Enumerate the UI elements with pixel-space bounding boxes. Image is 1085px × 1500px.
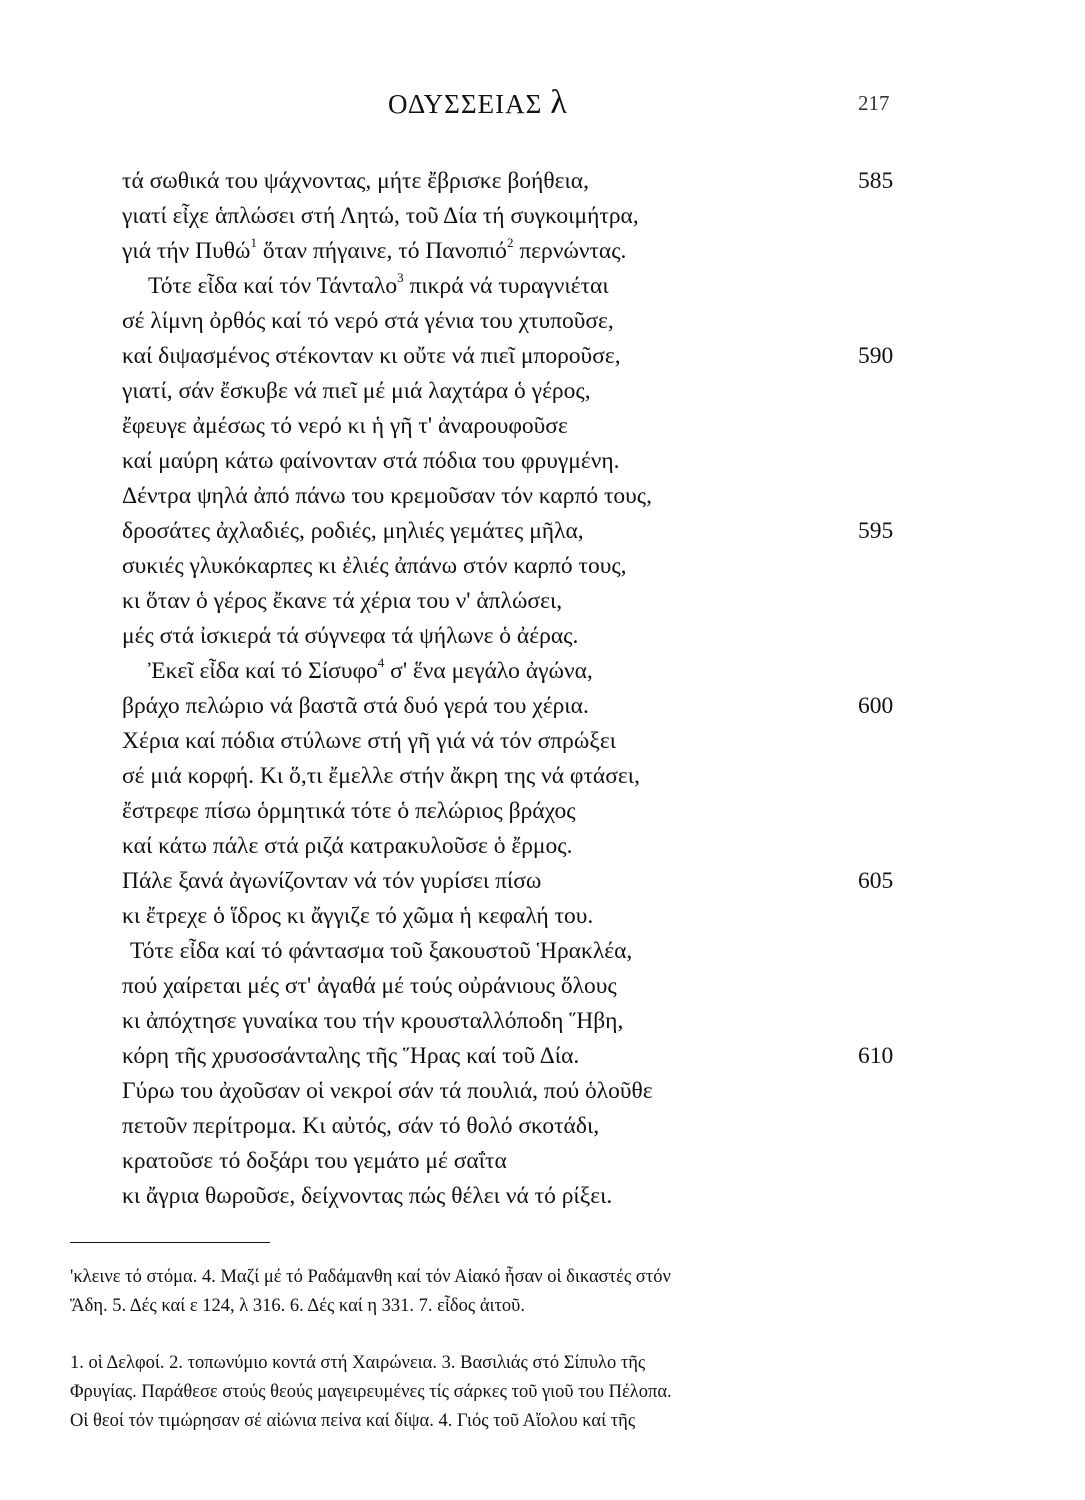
verse-line [148,656,848,686]
verse-line [148,271,848,301]
line-number: 585 [858,168,894,194]
book-letter: λ [550,84,568,121]
verse-line: τά σωθικά του ψάχνοντας, μήτε ἔβρισκε βοήθεια, [122,168,589,194]
line-number: 595 [858,518,894,544]
verse-line: καί μαύρη κάτω φαίνονταν στά πόδια του φρυγμένη. [122,448,620,474]
footnote-ref: 2 [506,235,514,251]
verse-line: μές στά ἰσκιερά τά σύγνεφα τά ψήλωνε ὁ ἀέρας. [122,623,579,649]
verse-line: σέ μιά κορφή. Κι ὅ,τι ἔμελλε στήν ἄκρη της νά φτάσει, [122,763,640,789]
verse-line: καί διψασμένος στέκονταν κι οὔτε νά πιεῖ μποροῦσε, [122,343,621,369]
page-title [388,84,568,122]
verse-line: κι ὅταν ὁ γέρος ἔκανε τά χέρια του ν' ἁπλώσει, [122,588,563,614]
verse-line: συκιές γλυκόκαρπες κι ἐλιές ἀπάνω στόν καρπό τους, [122,553,627,579]
footnote-ref: 1 [250,235,257,251]
verse-line: κι ἄγρια θωροῦσε, δείχνοντας πώς θέλει νά τό ρίξει. [122,1183,613,1209]
verse-segment: γιά τήν Πυθώ [122,238,251,264]
footnote-line: Φρυγίας. Παράθεσε στούς θεούς μαγειρευμένες τίς σάρκες τοῦ γιοῦ του Πέλοπα. [70,1382,672,1402]
verse-line: ἔφευγε ἀμέσως τό νερό κι ἡ γῆ τ' ἀναρουφοῦσε [122,413,568,439]
verse-segment: σ' ἕνα μεγάλο ἀγώνα, [384,658,593,684]
verse-segment: Τότε εἶδα καί τόν Τάνταλο [148,273,398,299]
verse-line: κόρη τῆς χρυσοσάνταλης τῆς Ἥρας καί τοῦ Δία. [122,1043,580,1069]
line-number: 600 [858,693,894,719]
verse-line: Πάλε ξανά ἀγωνίζονταν νά τόν γυρίσει πίσω [122,868,542,894]
line-number: 605 [858,868,894,894]
verse-line: κι ἀπόχτησε γυναίκα του τήν κρουσταλλόποδη Ἥβη, [122,1008,624,1034]
footnote-ref: 3 [397,270,404,286]
verse-segment: Ἐκεῖ εἶδα καί τό Σίσυφο [148,658,378,684]
verse-line: καί κάτω πάλε στά ριζά κατρακυλοῦσε ὁ ἔρμος. [122,833,573,859]
title-text: ΟΔΥΣΣΕΙΑΣ [388,89,543,119]
verse-line: πού χαίρεται μές στ' ἀγαθά μέ τούς οὐράνιους ὅλους [122,973,617,999]
line-number: 610 [858,1043,894,1069]
verse-line: γιατί, σάν ἔσκυβε νά πιεῖ μέ μιά λαχτάρα ὁ γέρος, [122,378,591,404]
verse-line: βράχο πελώριο νά βαστᾶ στά δυό γερά του χέρια. [122,693,589,719]
verse-line: Δέντρα ψηλά ἀπό πάνω του κρεμοῦσαν τόν καρπό τους, [122,483,652,509]
verse-line: δροσάτες ἀχλαδιές, ροδιές, μηλιές γεμάτες μῆλα, [122,518,584,544]
verse-line: γιατί εἶχε ἁπλώσει στή Λητώ, τοῦ Δία τή συγκοιμήτρα, [122,203,639,229]
footnote-divider [70,1242,270,1243]
footnote-line: 'κλεινε τό στόμα. 4. Μαζί μέ τό Ραδάμανθη καί τόν Αἰακό ἦσαν οἱ δικαστές στόν [70,1267,671,1287]
verse-line: Χέρια καί πόδια στύλωνε στή γῆ γιά νά τόν σπρώξει [122,728,617,754]
verse-segment: ὅταν πήγαινε, τό Πανοπιό [256,238,507,264]
footnote-line: 1. οἱ Δελφοί. 2. τοπωνύμιο κοντά στή Χαιρώνεια. 3. Βασιλιάς στό Σίπυλο τῆς [70,1353,646,1373]
verse-line: ἔστρεφε πίσω ὁρμητικά τότε ὁ πελώριος βράχος [122,798,576,824]
verse-segment: πικρά νά τυραγνιέται [403,273,609,299]
verse-line: κρατοῦσε τό δοξάρι του γεμάτο μέ σαΐτα [122,1148,507,1174]
line-number: 590 [858,343,894,369]
footnote-ref: 4 [377,655,385,671]
verse-line: πετοῦν περίτρομα. Κι αὐτός, σάν τό θολό σκοτάδι, [122,1113,600,1139]
footnote-line: Οἱ θεοί τόν τιμώρησαν σέ αἰώνια πείνα καί δίψα. 4. Γιός τοῦ Αἴολου καί τῆς [70,1411,636,1431]
verse-line [122,236,822,266]
verse-line: Γύρω του ἀχοῦσαν οἱ νεκροί σάν τά πουλιά, πού ὁλοῦθε [122,1078,653,1104]
verse-segment: περνώντας. [513,238,627,264]
verse-line: κι ἔτρεχε ὁ ἵδρος κι ἄγγιζε τό χῶμα ἡ κεφαλή του. [122,903,594,929]
verse-line: Τότε εἶδα καί τό φάντασμα τοῦ ξακουστοῦ Ἡρακλέα, [130,938,633,964]
footnote-line: Ἅδη. 5. Δές καί ε 124, λ 316. 6. Δές καί η 331. 7. εἶδος ἀιτοῦ. [70,1296,525,1316]
page-number: 217 [858,91,890,115]
verse-line: σέ λίμνη ὀρθός καί τό νερό στά γένια του χτυποῦσε, [122,308,614,334]
